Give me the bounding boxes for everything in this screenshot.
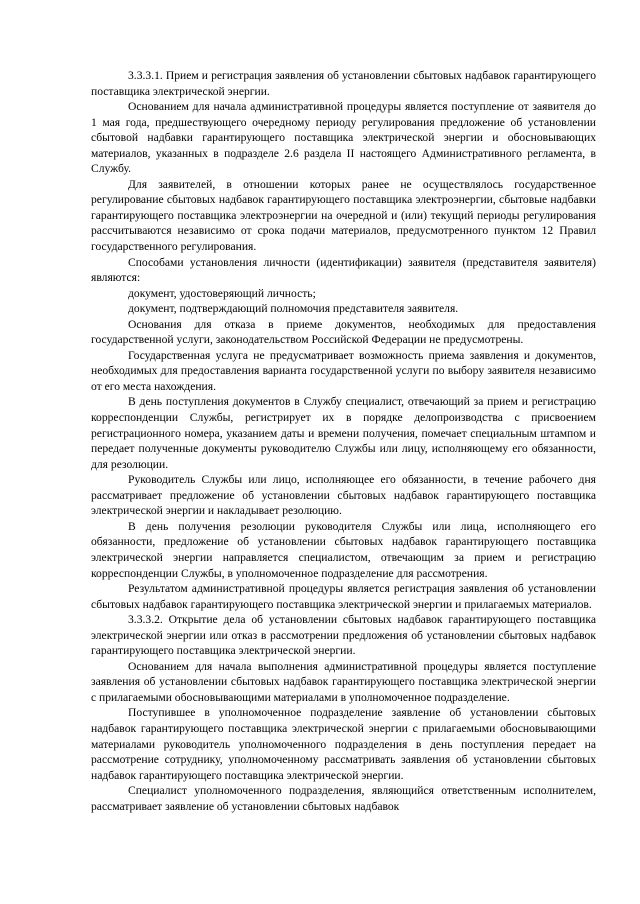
list-item-identity-document: документ, удостоверяющий личность; (128, 286, 316, 300)
paragraph-specialist: Специалист уполномоченного подразделения, являющийся ответственным исполнителем, рассматривает заявление об установлении сбытовых надбавок (91, 784, 596, 813)
paragraph-new-applicants: Для заявителей, в отношении которых ранее не осуществлялось государственное регулирование сбытовых надбавок гарантирующего поставщика электроэнергии, сбытовые надбавки гарантирующего поставщика электроэнергии на очередной и (или) текущий периоды регулирования рассчитываются независимо от срока подачи материалов, предусмотренного пунктом 12 Правил государственного регулирования. (91, 177, 596, 254)
paragraph-extraterritorial: Государственная услуга не предусматривает возможность приема заявления и документов, необходимых для предоставления варианта государственной услуги по выбору заявителя независимо от его места нахождения. (91, 348, 596, 393)
paragraph-resolution: Руководитель Службы или лицо, исполняющее его обязанности, в течение рабочего дня рассматривает предложение об установлении сбытовых надбавок гарантирующего поставщика электрической энергии и накладывает резолюцию. (91, 473, 596, 518)
paragraph-assignment: Поступившее в уполномоченное подразделение заявление об установлении сбытовых надбавок гарантирующего поставщика электрической энергии с прилагаемыми обосновывающими материалами руководитель уполномоченного подразделения в день поступления передает на рассмотрение сотруднику, уполномоченному рассматривать заявления об установлении сбытовых надбавок гарантирующего поставщика электрической энергии. (91, 706, 596, 782)
paragraph-result: Результатом административной процедуры является регистрация заявления об установлении сбытовых надбавок гарантирующего поставщика электрической энергии и прилагаемых материалов. (91, 582, 596, 611)
document-page (91, 68, 596, 814)
paragraph-basis-2: Основанием для начала выполнения административной процедуры является поступление заявления об установлении сбытовых надбавок гарантирующего поставщика электрической энергии с прилагаемыми обосновывающими материалами в уполномоченное подразделение. (91, 659, 596, 704)
paragraph-refusal-grounds: Основания для отказа в приеме документов, необходимых для предоставления государственной услуги, законодательством Российской Федерации не предусмотрены. (91, 317, 596, 347)
paragraph-registration: В день поступления документов в Службу специалист, отвечающий за прием и регистрацию корреспонденции Службы, регистрирует их в порядке делопроизводства с присвоением регистрационного номера, указанием даты и времени получения, помечает специальным штампом и передает полученные документы руководителю Службы или лицу, исполняющему его обязанности, для резолюции. (91, 395, 596, 471)
paragraph-basis: Основанием для начала административной процедуры является поступление от заявителя до 1 мая года, предшествующего очередному периоду регулирования предложение об установлении сбытовой надбавки гарантирующего поставщика электрической энергии и обосновывающих материалов, указанных в подразделе 2.6 раздела II настоящего Административного регламента, в Службу. (91, 100, 596, 176)
paragraph-3-3-3-1-heading: 3.3.3.1. Прием и регистрация заявления об установлении сбытовых надбавок гарантирующего поставщика электрической энергии. (91, 69, 596, 98)
list-item-authority-document: документ, подтверждающий полномочия представителя заявителя. (128, 302, 459, 316)
paragraph-identification: Способами установления личности (идентификации) заявителя (представителя заявителя) являются: (91, 255, 596, 285)
paragraph-3-3-3-2-heading: 3.3.3.2. Открытие дела об установлении сбытовых надбавок гарантирующего поставщика электрической энергии или отказ в рассмотрении предложения об установлении сбытовых надбавок гарантирующего поставщика электрической энергии. (91, 613, 596, 658)
paragraph-forwarding: В день получения резолюции руководителя Службы или лица, исполняющего его обязанности, предложение об установлении сбытовых надбавок гарантирующего поставщика электрической энергии направляется специалистом, отвечающим за прием и регистрацию корреспонденции Службы, в уполномоченное подразделение для рассмотрения. (91, 519, 596, 580)
